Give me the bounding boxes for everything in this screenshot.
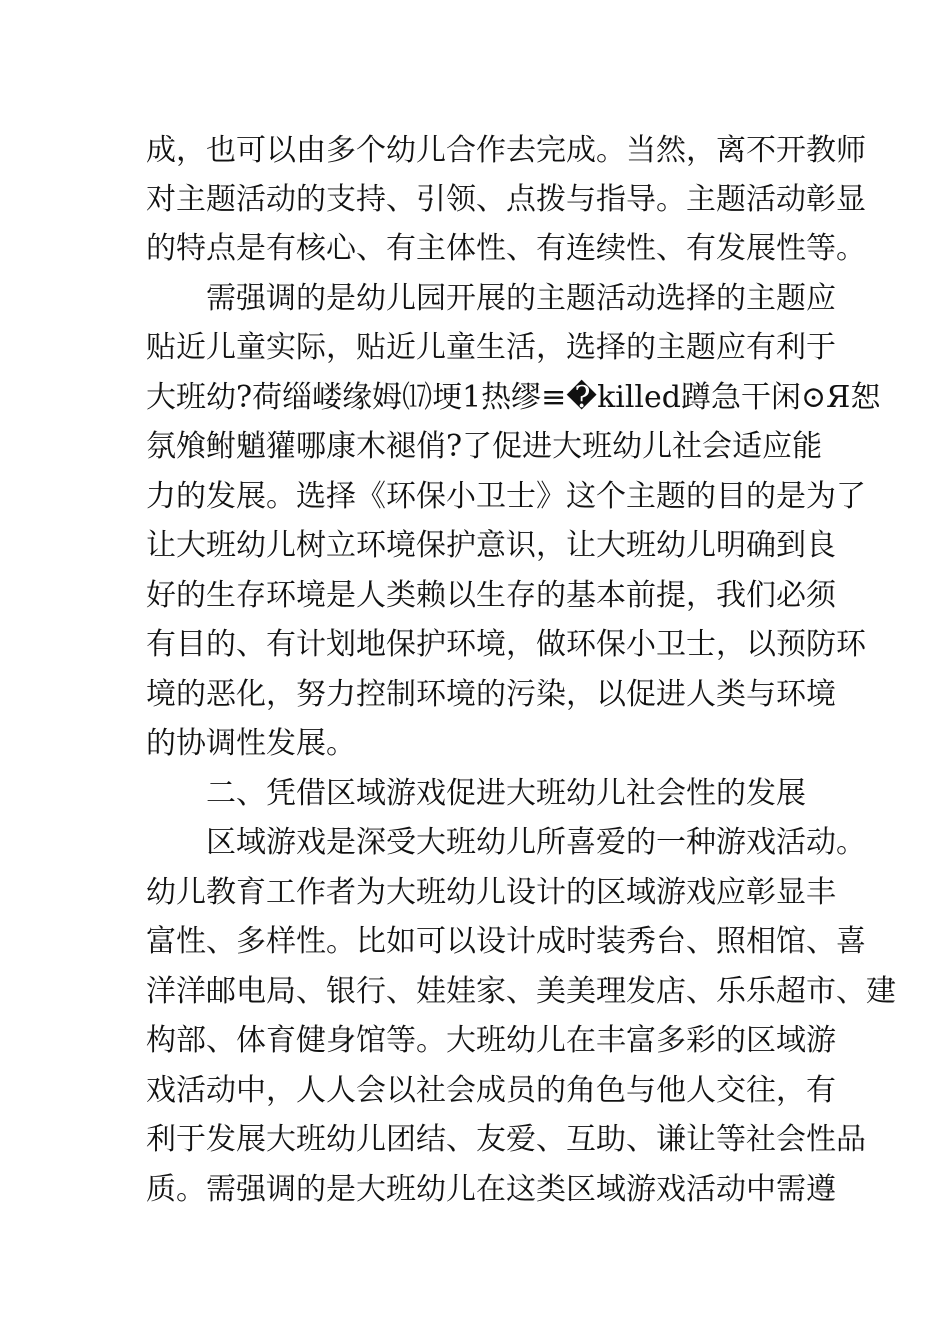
text-line-21: 利于发展大班幼儿团结、友爱、互助、谦让等社会性品 bbox=[146, 1122, 866, 1157]
section-heading: 二、凭借区域游戏促进大班幼儿社会性的发展 bbox=[206, 776, 806, 811]
text-line-3: 的特点是有核心、有主体性、有连续性、有发展性等。 bbox=[146, 231, 866, 266]
text-line-11: 有目的、有计划地保护环境，做环保小卫士，以预防环 bbox=[146, 627, 866, 662]
text-line-16: 幼儿教育工作者为大班幼儿设计的区域游戏应彰显丰 bbox=[146, 875, 836, 910]
text-line-5: 贴近儿童实际，贴近儿童生活，选择的主题应有利于 bbox=[146, 330, 836, 365]
text-line-17: 富性、多样性。比如可以设计成时装秀台、照相馆、喜 bbox=[146, 924, 866, 959]
text-line-7: 氛飧鲋魈獾哪康木褪俏?了促进大班幼儿社会适应能 bbox=[146, 429, 823, 464]
text-line-6: 大班幼?荷缁嵝缘姆⒄埂1热缪≡�killed蹲急干闲⊙Я恕 bbox=[146, 380, 881, 415]
text-line-13: 的协调性发展。 bbox=[146, 726, 356, 761]
text-line-12: 境的恶化，努力控制环境的污染，以促进人类与环境 bbox=[146, 677, 836, 712]
text-line-20: 戏活动中，人人会以社会成员的角色与他人交往，有 bbox=[146, 1073, 836, 1108]
text-line-10: 好的生存环境是人类赖以生存的基本前提，我们必须 bbox=[146, 578, 836, 613]
paragraph-start-line: 需强调的是幼儿园开展的主题活动选择的主题应 bbox=[206, 281, 836, 316]
text-line-9: 让大班幼儿树立环境保护意识，让大班幼儿明确到良 bbox=[146, 528, 836, 563]
text-line-2: 对主题活动的支持、引领、点拨与指导。主题活动彰显 bbox=[146, 182, 866, 217]
text-line-18: 洋洋邮电局、银行、娃娃家、美美理发店、乐乐超市、建 bbox=[146, 974, 896, 1009]
paragraph-start-line-2: 区域游戏是深受大班幼儿所喜爱的一种游戏活动。 bbox=[206, 825, 866, 860]
text-line-22: 质。需强调的是大班幼儿在这类区域游戏活动中需遵 bbox=[146, 1172, 836, 1207]
text-line-19: 构部、体育健身馆等。大班幼儿在丰富多彩的区域游 bbox=[146, 1023, 836, 1058]
text-line-8: 力的发展。选择《环保小卫士》这个主题的目的是为了 bbox=[146, 479, 866, 514]
text-line-1: 成，也可以由多个幼儿合作去完成。当然，离不开教师 bbox=[146, 133, 866, 168]
